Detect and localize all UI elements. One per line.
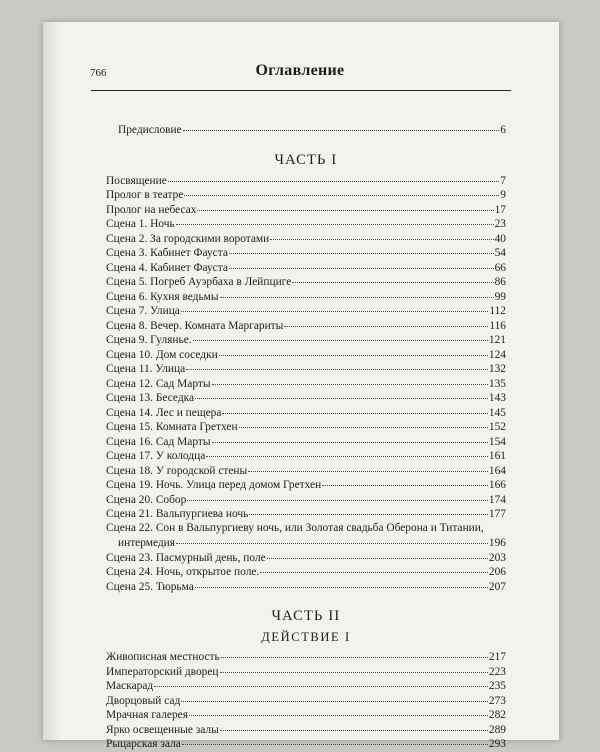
toc-entry-title: Пролог в театре xyxy=(106,189,184,201)
dot-leader xyxy=(322,475,488,486)
toc-entry-title: Сцена 19. Ночь. Улица перед домом Гретхен xyxy=(106,479,322,491)
toc-entry-page: 174 xyxy=(488,493,506,506)
book-page xyxy=(43,22,559,750)
toc-entry-title: Сцена 13. Беседка xyxy=(106,392,195,404)
toc-entry-title: Сцена 1. Ночь xyxy=(106,218,175,230)
dot-leader xyxy=(181,691,488,702)
toc-entry-title: Сцена 5. Погреб Ауэрбаха в Лейпциге xyxy=(106,276,292,288)
page-number: 766 xyxy=(90,67,107,79)
toc-entry-page: 196 xyxy=(488,537,506,549)
dot-leader xyxy=(220,662,488,673)
toc-entry-page: 121 xyxy=(488,334,506,346)
toc-entry-title-line2: интермедия xyxy=(118,537,175,549)
toc-entry xyxy=(106,506,506,521)
toc-entry-title: Рыцарская зала xyxy=(106,738,181,750)
toc-entry-title: Предисловие xyxy=(118,124,182,136)
toc-entry-title: Сцена 2. За городскими воротами xyxy=(106,232,270,245)
dot-leader xyxy=(229,258,494,269)
part-1-heading: ЧАСТЬ I xyxy=(274,151,338,168)
toc-entry xyxy=(106,579,506,594)
dot-leader xyxy=(206,446,488,457)
toc-entry-page: 124 xyxy=(488,348,506,361)
toc-entry-page: 132 xyxy=(488,363,506,375)
toc-entry-title: Императорский дворец xyxy=(106,665,219,678)
dot-leader xyxy=(195,388,488,399)
toc-entry-page: 207 xyxy=(488,580,506,593)
dot-leader xyxy=(187,490,488,501)
part-1-entries-after xyxy=(106,550,506,594)
toc-entry-title: Сцена 3. Кабинет Фауста xyxy=(106,247,228,259)
toc-entry-title: Сцена 10. Дом соседки xyxy=(106,348,218,361)
dot-leader xyxy=(195,577,488,588)
toc-entry-page: 273 xyxy=(488,694,506,707)
toc-entry-page: 154 xyxy=(488,435,506,448)
toc-entry-page: 7 xyxy=(500,174,506,187)
dot-leader xyxy=(176,214,494,225)
toc-entry-title: Сцена 18. У городской стены xyxy=(106,464,248,477)
toc-entry-page: 54 xyxy=(494,247,506,259)
dot-leader xyxy=(292,272,493,283)
act-1-heading: ДЕЙСТВИЕ I xyxy=(261,630,351,644)
dot-leader xyxy=(222,403,488,414)
page-gutter-shade xyxy=(43,22,61,740)
toc-entry-page: 66 xyxy=(494,261,506,274)
toc-entry-preface xyxy=(106,122,506,137)
dot-leader xyxy=(260,562,488,573)
dot-leader xyxy=(220,287,494,298)
dot-leader xyxy=(267,548,488,559)
dot-leader xyxy=(168,171,499,182)
toc-entry-title: Сцена 9. Гулянье. xyxy=(106,334,192,346)
page-title: Оглавление xyxy=(255,62,345,79)
dot-leader xyxy=(183,120,500,131)
toc-entry-title: Сцена 21. Вальпургиева ночь xyxy=(106,508,249,520)
toc-entry-title: Сцена 14. Лес и пещера xyxy=(106,406,222,419)
toc-entry-page: 203 xyxy=(488,551,506,564)
toc-entry-page: 112 xyxy=(489,305,506,317)
toc-entry-page: 289 xyxy=(488,723,506,736)
toc-entry-page: 116 xyxy=(489,319,506,332)
dot-leader xyxy=(248,461,488,472)
table-of-contents xyxy=(106,112,506,751)
toc-entry-page: 152 xyxy=(488,421,506,433)
toc-entry-page: 6 xyxy=(500,124,506,136)
toc-entry-page: 40 xyxy=(494,232,506,245)
toc-entry-page: 166 xyxy=(488,479,506,491)
page-header xyxy=(90,62,510,86)
toc-entry-title: Посвящение xyxy=(106,174,167,187)
toc-entry-title: Сцена 25. Тюрьма xyxy=(106,580,194,593)
toc-entry-page: 145 xyxy=(488,406,506,419)
dot-leader xyxy=(239,417,488,428)
toc-entry-page: 135 xyxy=(488,377,506,390)
dot-leader xyxy=(181,301,488,312)
toc-entry-page: 161 xyxy=(488,450,506,462)
dot-leader xyxy=(212,432,488,443)
toc-entry-title: Живописная местность xyxy=(106,651,220,663)
dot-leader xyxy=(221,647,488,658)
part-1-entries xyxy=(106,173,506,521)
toc-entry-page: 206 xyxy=(488,566,506,578)
dot-leader xyxy=(154,676,488,687)
toc-entry-title: Маскарад xyxy=(106,680,154,692)
part-2-entries xyxy=(106,649,506,751)
dot-leader xyxy=(219,345,488,356)
toc-entry-page: 217 xyxy=(488,651,506,663)
dot-leader xyxy=(193,330,488,341)
toc-entry-title: Сцена 8. Вечер. Комната Маргариты xyxy=(106,319,284,332)
toc-entry-page: 86 xyxy=(494,276,506,288)
dot-leader xyxy=(229,243,494,254)
toc-entry-title: Сцена 23. Пасмурный день, поле xyxy=(106,551,266,564)
toc-entry-page: 23 xyxy=(494,218,506,230)
toc-entry-title: Сцена 16. Сад Марты xyxy=(106,435,211,448)
toc-entry-title: Сцена 4. Кабинет Фауста xyxy=(106,261,228,274)
toc-entry-page: 143 xyxy=(488,392,506,404)
toc-entry-title: Сцена 6. Кухня ведьмы xyxy=(106,290,219,303)
toc-entry-scene-22 xyxy=(106,521,506,550)
dot-leader xyxy=(189,705,488,716)
toc-entry-title: Сцена 11. Улица xyxy=(106,363,186,375)
dot-leader xyxy=(212,374,488,385)
dot-leader xyxy=(284,316,488,327)
toc-entry-title: Сцена 24. Ночь, открытое поле. xyxy=(106,566,260,578)
toc-entry-page: 235 xyxy=(488,680,506,692)
toc-entry xyxy=(106,736,506,751)
dot-leader xyxy=(182,734,488,745)
dot-leader xyxy=(186,359,488,370)
toc-entry-title: Сцена 7. Улица xyxy=(106,305,180,317)
dot-leader xyxy=(176,533,488,544)
header-rule xyxy=(91,90,511,91)
toc-entry-page: 282 xyxy=(488,709,506,721)
dot-leader xyxy=(220,720,488,731)
toc-entry-title: Сцена 20. Собор xyxy=(106,493,187,506)
toc-entry-title: Сцена 15. Комната Гретхен xyxy=(106,421,238,433)
toc-entry-title: Ярко освещенные залы xyxy=(106,723,219,736)
dot-leader xyxy=(184,185,499,196)
dot-leader xyxy=(270,229,493,240)
toc-entry-title: Дворцовый сад xyxy=(106,694,181,707)
part-2-heading: ЧАСТЬ II xyxy=(271,608,341,624)
toc-entry-title-line1: Сцена 22. Сон в Вальпургиеву ночь, или Золотая свадьба Оберона и Титании, xyxy=(106,521,484,534)
toc-entry-page: 99 xyxy=(494,290,506,303)
toc-entry-title: Сцена 17. У колодца xyxy=(106,450,206,462)
dot-leader xyxy=(249,504,488,515)
toc-entry-page: 293 xyxy=(488,738,506,750)
toc-entry-page: 223 xyxy=(488,665,506,678)
toc-entry-title: Пролог на небесах xyxy=(106,203,197,216)
toc-entry-title: Сцена 12. Сад Марты xyxy=(106,377,211,390)
toc-entry-page: 177 xyxy=(488,508,506,520)
toc-entry-page: 164 xyxy=(488,464,506,477)
toc-entry-page: 17 xyxy=(494,203,506,216)
toc-entry-title: Мрачная галерея xyxy=(106,709,188,721)
dot-leader xyxy=(197,200,493,211)
toc-entry-page: 9 xyxy=(500,189,506,201)
